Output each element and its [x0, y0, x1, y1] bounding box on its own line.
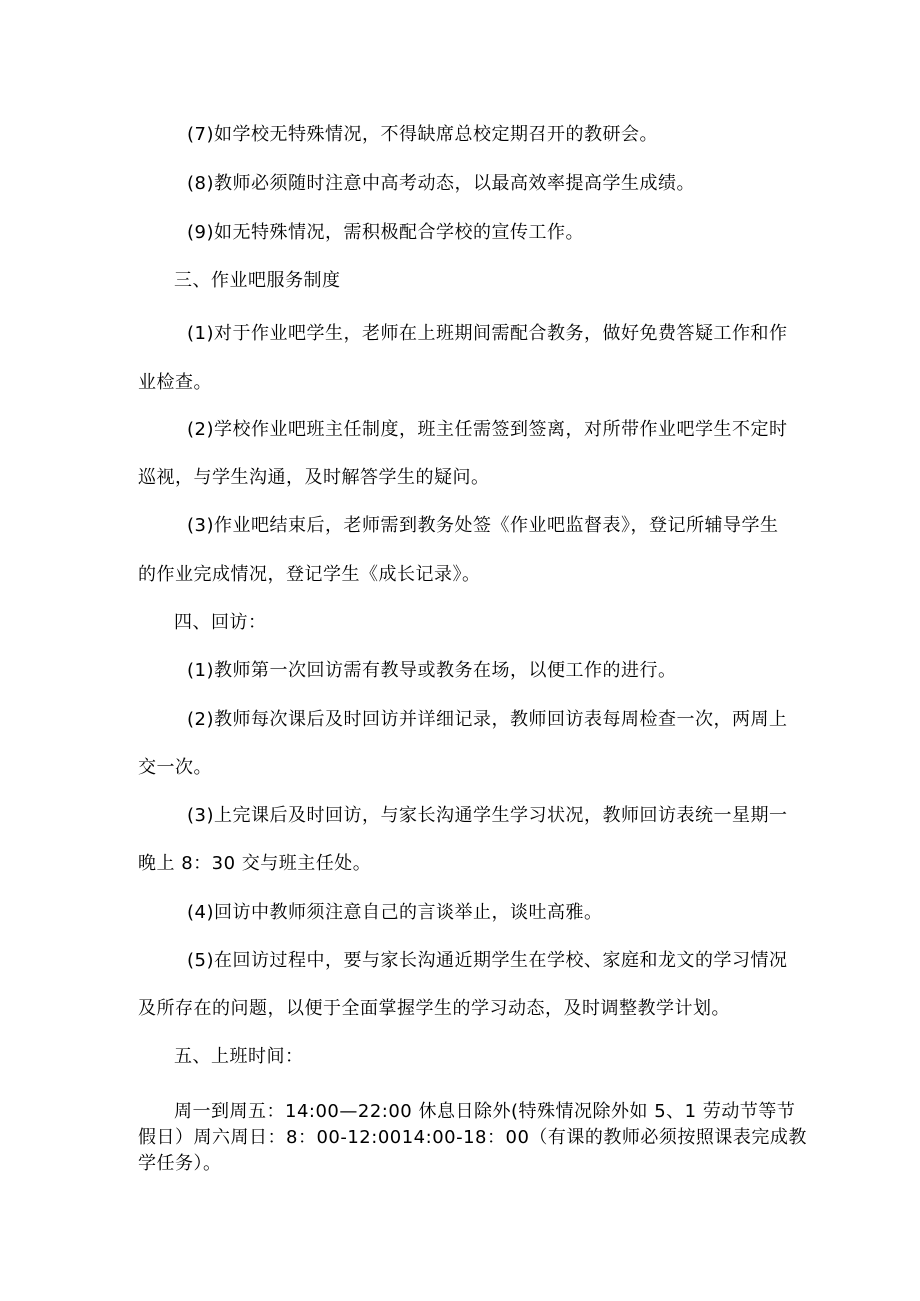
section-4-item-4: (4)回访中教师须注意自己的言谈举止，谈吐高雅。 — [187, 902, 603, 923]
section-4-item-3-line-2: 晚上 8：30 交与班主任处。 — [138, 853, 372, 874]
section-4-item-3-line-1: (3)上完课后及时回访，与家长沟通学生学习状况，教师回访表统一星期一 — [187, 805, 788, 826]
section-4-item-5-line-1: (5)在回访过程中，要与家长沟通近期学生在学校、家庭和龙文的学习情况 — [187, 950, 788, 971]
section-3-item-2-line-1: (2)学校作业吧班主任制度，班主任需签到签离，对所带作业吧学生不定时 — [187, 419, 788, 440]
section-3-item-3-line-1: (3)作业吧结束后，老师需到教务处签《作业吧监督表》，登记所辅导学生 — [187, 515, 779, 536]
schedule-line-3: 学任务）。 — [138, 1153, 222, 1174]
section-4-item-2-line-1: (2)教师每次课后及时回访并详细记录，教师回访表每周检查一次，两周上 — [187, 709, 788, 730]
item-8: (8)教师必须随时注意中高考动态，以最高效率提高学生成绩。 — [187, 173, 695, 194]
section-4-item-2-line-2: 交一次。 — [138, 757, 212, 778]
item-7: (7)如学校无特殊情况，不得缺席总校定期召开的教研会。 — [187, 124, 658, 145]
section-3-item-1-line-1: (1)对于作业吧学生，老师在上班期间需配合教务，做好免费答疑工作和作 — [187, 323, 788, 344]
section-3-item-2-line-2: 巡视，与学生沟通，及时解答学生的疑问。 — [138, 467, 490, 488]
section-3-item-1-line-2: 业检查。 — [138, 372, 212, 393]
section-3-item-3-line-2: 的作业完成情况，登记学生《成长记录》。 — [138, 564, 481, 585]
item-9: (9)如无特殊情况，需积极配合学校的宣传工作。 — [187, 222, 584, 243]
schedule-line-2: 假日）周六周日：8：00-12:0014:00-18：00（有课的教师必须按照课表完成教 — [138, 1127, 807, 1148]
section-5-heading: 五、上班时间： — [174, 1046, 304, 1067]
section-4-item-1: (1)教师第一次回访需有教导或教务在场，以便工作的进行。 — [187, 660, 677, 681]
section-4-heading: 四、回访： — [174, 612, 267, 633]
section-3-heading: 三、作业吧服务制度 — [174, 270, 341, 291]
section-4-item-5-line-2: 及所存在的问题，以便于全面掌握学生的学习动态，及时调整教学计划。 — [138, 998, 730, 1019]
schedule-line-1: 周一到周五：14:00—22:00 休息日除外(特殊情况除外如 5、1 劳动节等节 — [174, 1101, 796, 1122]
